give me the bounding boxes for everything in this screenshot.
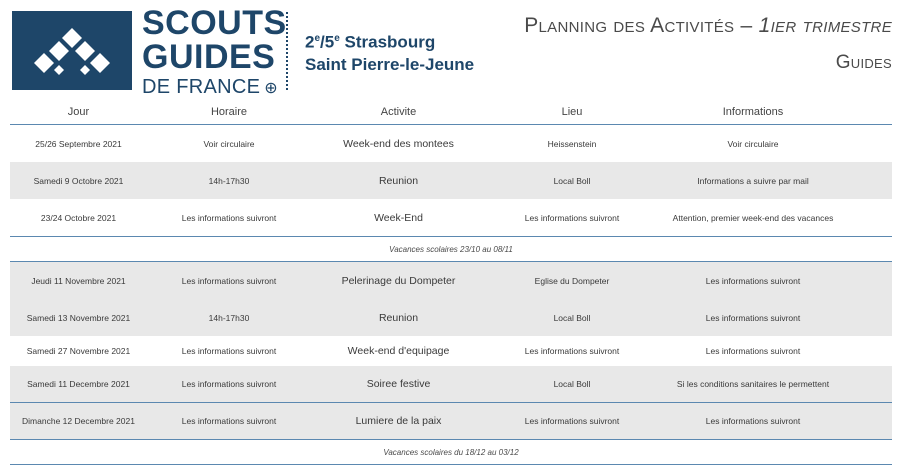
column-header-horaire: Horaire [210, 106, 248, 118]
cell-horaire: 14h-17h30 [208, 312, 250, 323]
page-title-trimester: 1ier trimestre [758, 14, 892, 37]
cell-activite: Week-end d'equipage [347, 345, 450, 357]
table-row [10, 403, 892, 439]
group-sup-2: e [334, 33, 340, 44]
cell-activite: Reunion [378, 311, 419, 324]
group-line-1 [305, 28, 474, 54]
table-row [10, 366, 892, 402]
cell-lieu: Les informations suivront [524, 346, 620, 356]
column-header-lieu: Lieu [561, 106, 583, 118]
cell-info: Les informations suivront [705, 416, 801, 426]
group-name [305, 28, 474, 76]
cell-lieu: Local Boll [553, 312, 591, 323]
page-title [524, 14, 892, 38]
cell-horaire: Les informations suivront [181, 416, 277, 426]
cell-info: Informations a suivre par mail [697, 175, 809, 186]
cell-lieu: Les informations suivront [524, 416, 620, 426]
cell-activite: Soiree festive [366, 378, 431, 390]
group-line-2: Saint Pierre-le-Jeune [305, 54, 475, 74]
vacation-notice: Vacances scolaires du 18/12 au 03/12 [383, 447, 519, 457]
cell-horaire: Voir circulaire [203, 138, 255, 149]
table-row [10, 262, 892, 299]
table-rule [10, 464, 892, 465]
cell-info: Voir circulaire [727, 138, 779, 149]
cell-jour: Samedi 9 Octobre 2021 [33, 175, 124, 186]
column-header-jour: Jour [67, 106, 90, 118]
column-header-activite: Activite [380, 106, 417, 118]
table-header [10, 100, 892, 124]
brand-line-scouts: SCOUTS [142, 4, 287, 42]
table-row [10, 299, 892, 336]
column-header-informations: Informations [722, 106, 784, 118]
brand-de-france-text: DE FRANCE [142, 76, 261, 98]
group-num-2: 5 [324, 32, 335, 52]
cell-jour: Jeudi 11 Novembre 2021 [31, 275, 126, 286]
brand-line-de-france [142, 76, 287, 100]
group-sup-1: e [314, 33, 321, 44]
cell-horaire: Les informations suivront [181, 346, 277, 356]
cell-jour: 23/24 Octobre 2021 [40, 212, 117, 223]
table-row [10, 162, 892, 199]
cell-activite: Lumiere de la paix [355, 415, 442, 427]
vacation-notice: Vacances scolaires 23/10 au 08/11 [389, 244, 513, 254]
cell-info: Les informations suivront [705, 346, 801, 356]
fleur-logo-icon [12, 11, 132, 90]
cell-jour: Dimanche 12 Decembre 2021 [22, 416, 135, 426]
brand-wordmark [142, 6, 287, 100]
cell-activite: Pelerinage du Dompeter [341, 274, 456, 287]
table-row [10, 125, 892, 162]
group-city: Strasbourg [339, 32, 436, 52]
cell-lieu: Local Boll [553, 379, 591, 389]
activities-table [10, 100, 892, 465]
brand-line-guides: GUIDES [142, 38, 276, 76]
group-num-1: 2 [305, 32, 315, 52]
cell-horaire: 14h-17h30 [208, 175, 250, 186]
cell-lieu: Eglise du Dompeter [534, 275, 610, 286]
page-title-main: Planning des Activités – [524, 14, 759, 37]
cell-jour: Samedi 11 Decembre 2021 [27, 379, 130, 389]
cell-horaire: Les informations suivront [181, 212, 277, 223]
cell-info: Les informations suivront [705, 275, 801, 286]
cell-lieu: Local Boll [553, 175, 591, 186]
cell-activite: Reunion [378, 174, 419, 187]
cell-jour: Samedi 27 Novembre 2021 [26, 346, 131, 356]
cell-info: Si les conditions sanitaires le permettent [676, 379, 830, 389]
table-row [10, 336, 892, 366]
table-row [10, 199, 892, 236]
cell-info: Les informations suivront [705, 312, 801, 323]
cell-lieu: Heissenstein [547, 138, 597, 149]
cell-jour: Samedi 13 Novembre 2021 [26, 312, 131, 323]
cell-jour: 25/26 Septembre 2021 [35, 138, 122, 149]
cell-lieu: Les informations suivront [524, 212, 620, 223]
scouts-guides-logo [12, 11, 132, 90]
cell-activite: Week-end des montees [343, 137, 454, 150]
cross-icon: ⊕ [264, 80, 278, 97]
cell-horaire: Les informations suivront [181, 275, 277, 286]
group-slash: / [320, 32, 325, 52]
header-divider [286, 12, 288, 90]
cell-info: Attention, premier week-end des vacances [672, 212, 834, 223]
cell-activite: Week-End [374, 211, 423, 224]
cell-horaire: Les informations suivront [181, 379, 277, 389]
page-subtitle: Guides [835, 52, 892, 73]
